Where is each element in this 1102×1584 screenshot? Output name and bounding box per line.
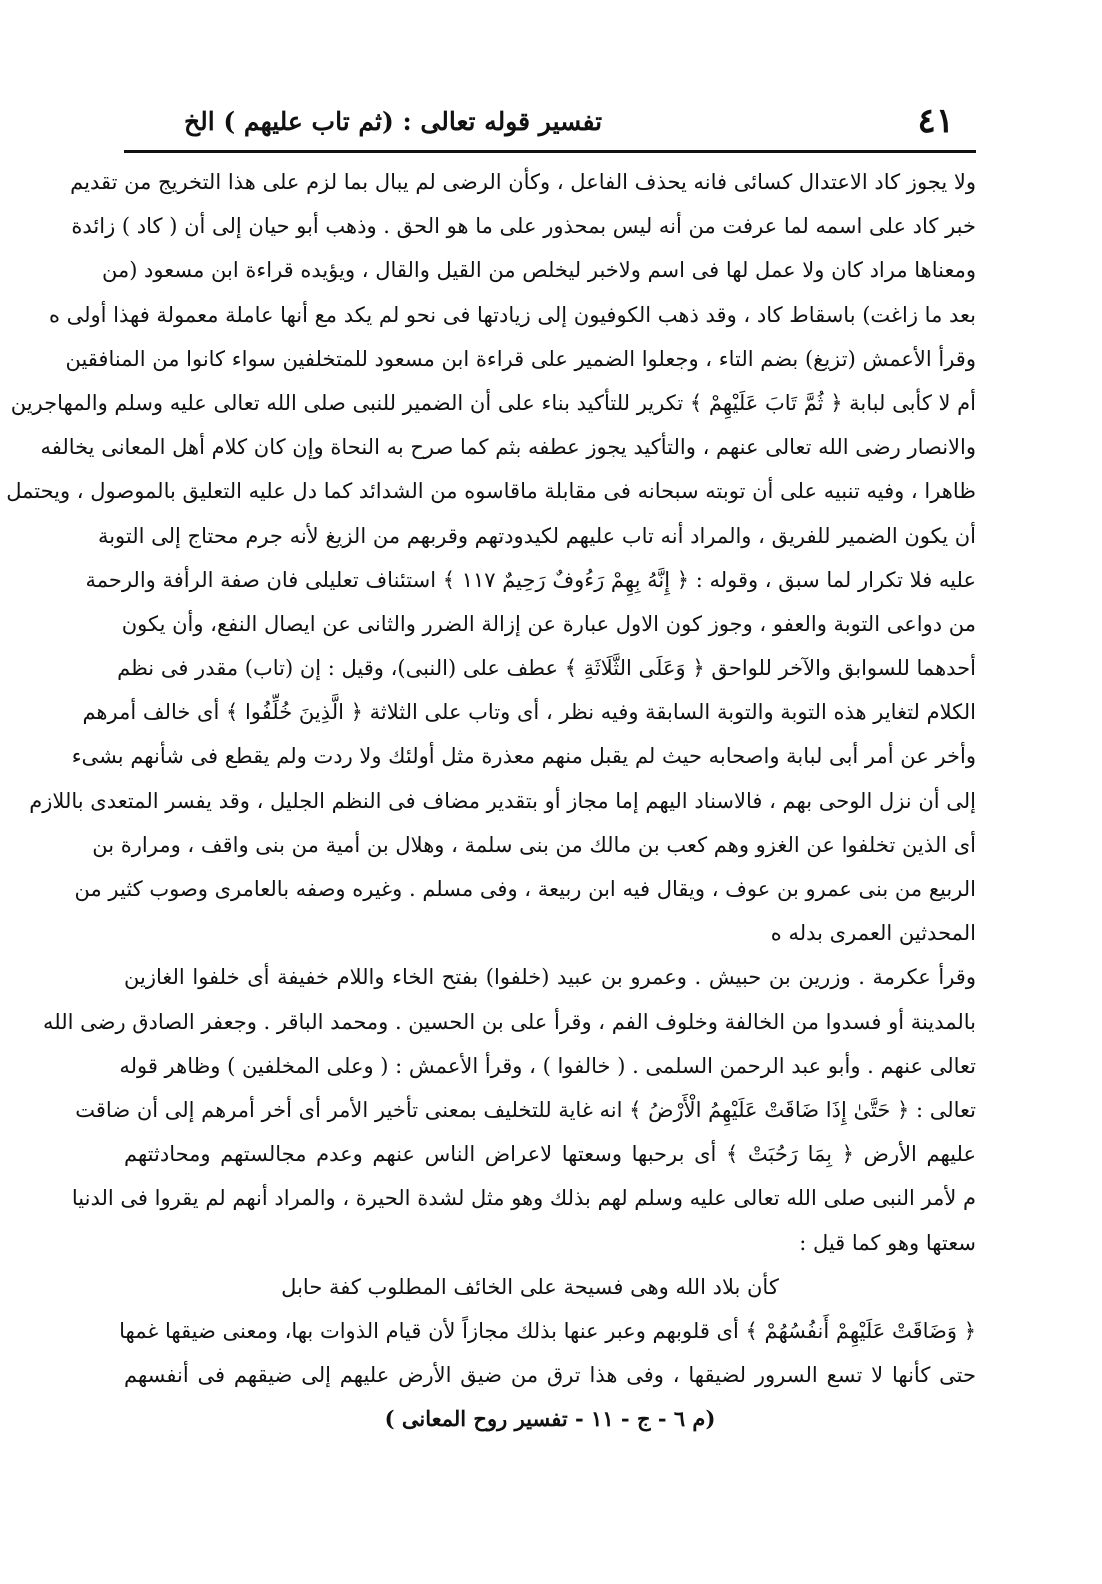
text-line: إلى أن نزل الوحى بهم ، فالاسناد اليهم إما مجاز أو بتقدير مضاف فى النظم الجليل ، وقد يفسر المتعدى باللازم <box>29 788 976 813</box>
signature-line: (م ٦ - ج - ١١ - تفسير روح المعانى ) <box>384 1406 716 1432</box>
text-line: الكلام لتغاير هذه التوبة والتوبة السابقة وفيه نظر ، أى وتاب على الثلاثة ﴿ الَّذِينَ خُلِّفُوا ﴾ أى خالف أمرهم <box>82 700 976 725</box>
text-line: أى الذين تخلفوا عن الغزو وهم كعب بن مالك من بنى سلمة ، وهلال بن أمية من بنى واقف ، ومرارة بن <box>92 832 976 857</box>
text-line: المحدثين العمرى بدله ه <box>770 921 976 946</box>
text-line: من دواعى التوبة والعفو ، وجوز كون الاول عبارة عن إزالة الضرر والثانى عن ايصال النفع، وأن يكون <box>121 611 976 636</box>
text-line: الربيع من بنى عمرو بن عوف ، ويقال فيه ابن ربيعة ، وفى مسلم . وغيره وصفه بالعامرى وصوب كثير من <box>74 877 976 901</box>
page-header <box>124 92 974 150</box>
text-line: ظاهرا ، وفيه تنبيه على أن توبته سبحانه فى مقابلة ماقاسوه من الشدائد كما دل عليه التعليق بالموصول ، ويحتمل <box>6 479 976 504</box>
text-line: بعد ما زاغت) باسقاط كاد ، وقد ذهب الكوفيون إلى زيادتها فى نحو لم يكد مع أنها عاملة معمولة فهذا أولى ه <box>48 302 976 327</box>
text-line: تعالى عنهم . وأبو عبد الرحمن السلمى . ( خالفوا ) ، وقرأ الأعمش : ( وعلى المخلفين ) وظاهر قوله <box>119 1053 976 1078</box>
poetry-verse: كأن بلاد الله وهى فسيحة على الخائف المطلوب كفة حابل <box>281 1274 779 1299</box>
text-line: ومعناها مراد كان ولا عمل لها فى اسم ولاخبر ليخلص من القيل والقال ، ويؤيده قراءة ابن مسعود (من <box>101 258 976 283</box>
text-line: ولا يجوز كاد الاعتدال كسائى فانه يحذف الفاعل ، وكأن الرضى لم يبال بما لزم على هذا التخريج من تقديم <box>70 170 976 194</box>
text-line: ﴿ وَضَاقَتْ عَلَيْهِمْ أَنفُسُهُمْ ﴾ أى قلوبهم وعبر عنها بذلك مجازاً لأن قيام الذوات بها، ومعنى ضيقها غمها <box>119 1318 976 1343</box>
text-line: أن يكون الضمير للفريق ، والمراد أنه تاب عليهم لكيدودتهم وقربهم من الزيغ لأنه جرم محتاج إلى التوبة <box>97 523 976 548</box>
text-line: خبر كاد على اسمه لما عرفت من أنه ليس بمحذور على ما هو الحق . وذهب أبو حيان إلى أن ( كاد ) زائدة <box>71 214 976 239</box>
text-line: وقرأ عكرمة . وزرين بن حبيش . وعمرو بن عبيد (خلفوا) بفتح الخاء واللام خفيفة أى خلفوا الغازين <box>124 965 976 990</box>
text-line: عليه فلا تكرار لما سبق ، وقوله : ﴿ إِنَّهُ بِهِمْ رَءُوفٌ رَحِيمٌ ١١٧ ﴾ استئناف تعليلى فان صفة الرأفة والرحمة <box>85 567 976 592</box>
page-number: ٤١ <box>917 101 954 141</box>
text-line: وأخر عن أمر أبى لبابة واصحابه حيث لم يقبل منهم معذرة مثل أولئك ولا ردت ولم يقطع فى شأنهم بشىء <box>71 744 976 769</box>
text-line: تعالى : ﴿ حَتَّىٰ إِذَا ضَاقَتْ عَلَيْهِمُ الْأَرْضُ ﴾ انه غاية للتخليف بمعنى تأخير الأمر أى أخر أمرهم إلى أن ضاقت <box>75 1097 976 1122</box>
text-line: حتى كأنها لا تسع السرور لضيقها ، وفى هذا ترق من ضيق الأرض عليهم إلى ضيقهم فى أنفسهم <box>124 1363 976 1388</box>
text-line: سعتها وهو كما قيل : <box>799 1230 976 1255</box>
text-line: أم لا كأبى لبابة ﴿ ثُمَّ تَابَ عَلَيْهِمْ ﴾ تكرير للتأكيد بناء على أن الضمير للنبى صلى الله تعالى عليه وسلم والمهاجرين <box>10 390 976 415</box>
header-rule <box>124 150 976 153</box>
text-line: أحدهما للسوابق والآخر للواحق ﴿ وَعَلَى الثَّلَاثَةِ ﴾ عطف على (النبى)، وقيل : إن (تاب) مقدر فى نظم <box>117 656 976 681</box>
running-title: تفسير قوله تعالى : (ثم تاب عليهم ) الخ <box>184 106 603 136</box>
text-line: وقرأ الأعمش (تزيغ) بضم التاء ، وجعلوا الضمير على قراءة ابن مسعود للمتخلفين سواء كانوا من المنافقين <box>65 346 976 371</box>
text-line: بالمدينة أو فسدوا من الخالفة وخلوف الفم ، وقرأ على بن الحسين . ومحمد الباقر . وجعفر الصادق رضى الله <box>42 1009 976 1034</box>
text-line: والانصار رضى الله تعالى عنهم ، والتأكيد يجوز عطفه بثم كما صرح به النحاة وإن كان كلام أهل المعانى يخالفه <box>40 435 976 460</box>
text-line: م لأمر النبى صلى الله تعالى عليه وسلم لهم بذلك وهو مثل لشدة الحيرة ، والمراد أنهم لم يقروا فى الدنيا <box>71 1186 976 1211</box>
page-body <box>6 160 976 1441</box>
text-line: عليهم الأرض ﴿ بِمَا رَحُبَتْ ﴾ أى برحبها وسعتها لاعراض الناس عنهم وعدم مجالستهم ومحادثتهم <box>124 1142 976 1167</box>
